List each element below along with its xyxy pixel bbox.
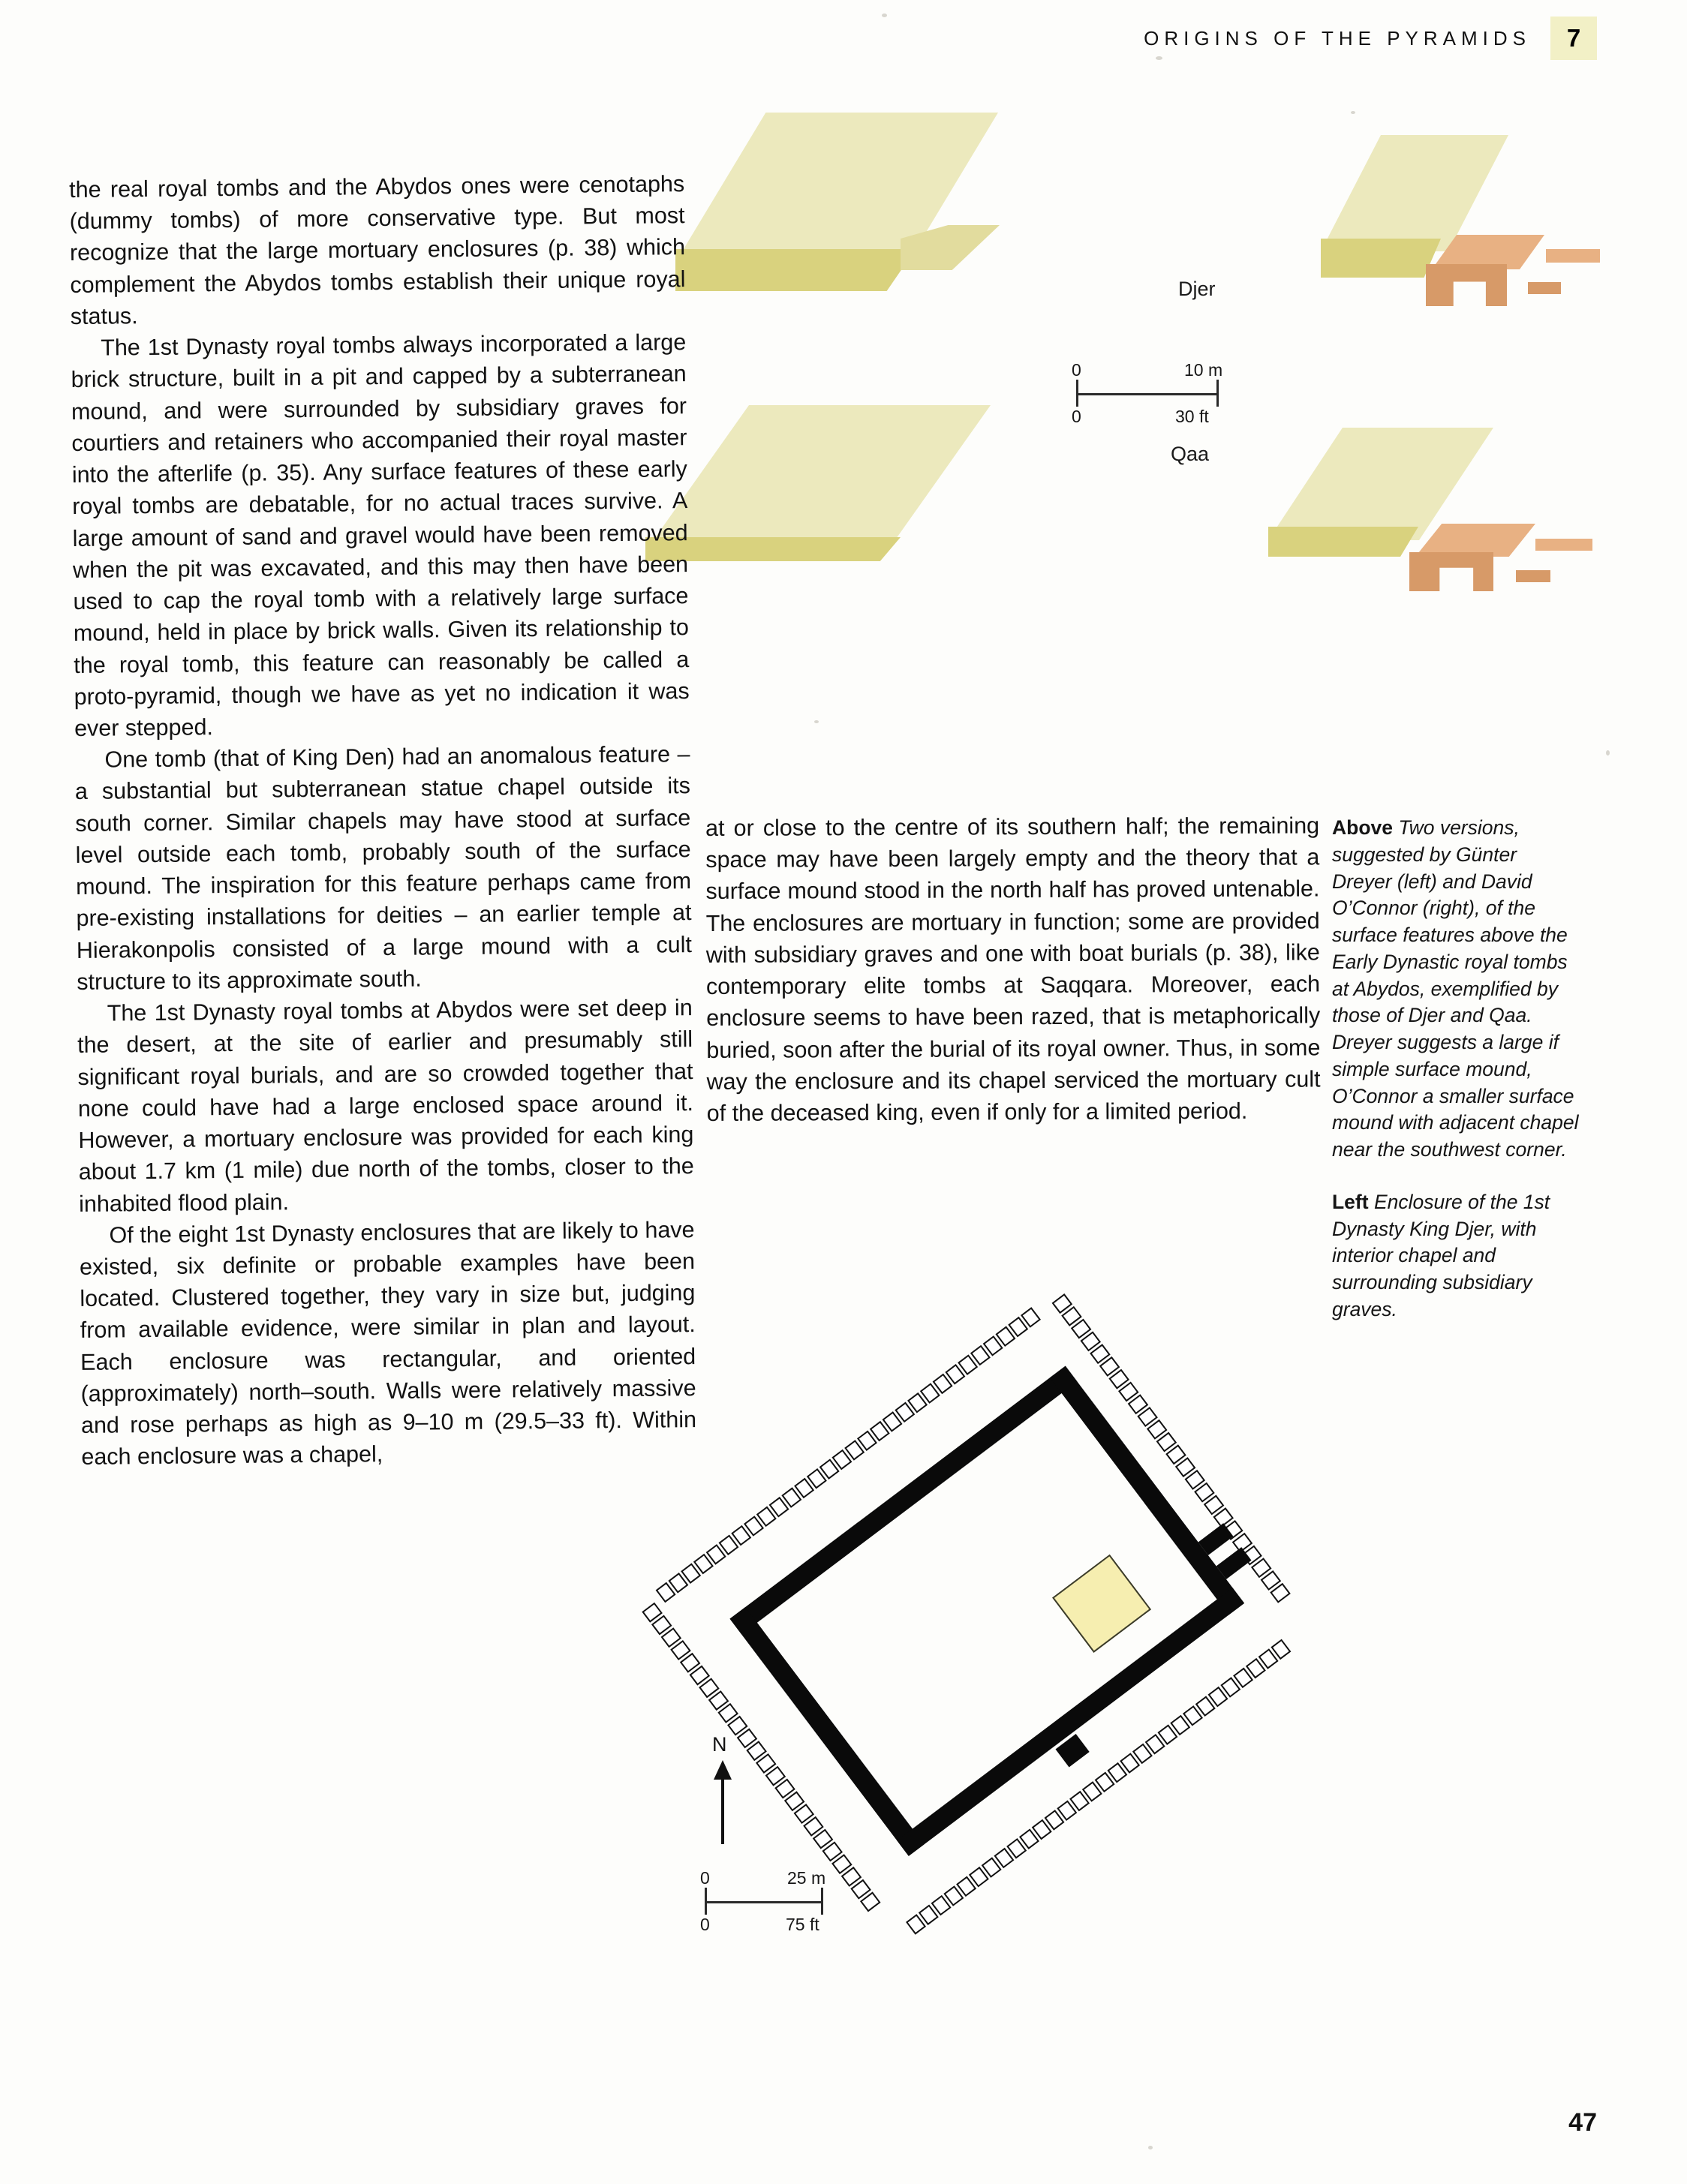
mound-front-face <box>1268 527 1418 557</box>
scan-speck <box>814 720 819 723</box>
chapel-front-wall <box>1426 264 1507 306</box>
tomb-reconstruction-artwork <box>698 128 1636 698</box>
caption-above <box>1332 815 1580 1164</box>
chapel-roof <box>1415 524 1535 557</box>
mound-front-face <box>675 249 916 291</box>
mound-top-face <box>1268 428 1493 540</box>
body-column-two <box>705 810 1321 1129</box>
scale-imperial-max: 30 ft <box>1175 407 1209 426</box>
scale-metric-max: 10 m <box>1184 360 1223 380</box>
plan-scale-tick-left <box>705 1888 707 1915</box>
qaa-dreyer-mound <box>645 405 1036 585</box>
paragraph: One tomb (that of King Den) had an anomalous feature – a substantial but subterranean statue chapel outside its south corner. Similar chapels may have stood at surface level outside each tomb, probably south of the surface mound. The inspiration for this feature perhaps came from pre-existing installations for deities – an earlier temple at Hierakonpolis consisted of a large mound with a cult structure to its approximate south. <box>74 741 693 995</box>
scan-speck <box>1148 2146 1153 2149</box>
north-arrow-label: N <box>712 1733 727 1756</box>
scale-rule <box>1076 393 1219 395</box>
mound-top-face <box>645 405 991 551</box>
scan-speck <box>1606 750 1610 756</box>
enclosure-plan-diagram <box>702 1350 1310 1973</box>
scan-speck <box>1351 111 1355 114</box>
plan-scale-bar <box>702 1868 897 1951</box>
paragraph: The 1st Dynasty royal tombs at Abydos were set deep in the desert, at the site of earlier and presumably still significant royal burials, and are so crowded together that none could have had a large enclosed space around it. However, a mortuary enclosure was provided for each king about 1.7 km (1 mile) due north of the tombs, closer to the inhabited flood plain. <box>77 995 694 1217</box>
subsidiary-grave-row-south <box>906 1633 1299 1936</box>
plan-scale-imperial-zero: 0 <box>700 1915 710 1934</box>
north-arrow <box>702 1733 754 1846</box>
scan-speck <box>1156 56 1162 60</box>
djer-oconnor-mound <box>1321 135 1621 308</box>
plan-scale-metric-zero: 0 <box>700 1868 710 1888</box>
north-arrow-shaft <box>721 1766 724 1844</box>
mound-top-face <box>1321 135 1508 251</box>
plan-scale-imperial-max: 75 ft <box>786 1915 819 1934</box>
paragraph: Of the eight 1st Dynasty enclosures that are likely to have existed, six definite or probable examples have been located. Clustered together, they vary in size but, judging from available evidence, were similar in plan and layout. Each enclosure was rectangular, and oriented (approximately) north–south. Walls were relatively massive and rose perhaps as high as 9–10 m (29.5–33 ft). Within each enclosure was a chapel, <box>79 1216 697 1471</box>
running-head-title: ORIGINS OF THE PYRAMIDS <box>1144 26 1531 50</box>
chapter-number-badge: 7 <box>1550 17 1597 60</box>
scale-tick-left <box>1076 380 1078 407</box>
scale-metric-zero: 0 <box>1072 360 1081 380</box>
plan-scale-metric-max: 25 m <box>787 1868 826 1888</box>
plan-rotated-group <box>585 1235 1445 2098</box>
caption-left <box>1332 1189 1580 1323</box>
interior-chapel <box>1052 1555 1151 1653</box>
caption-text-above: Two versions, suggested by Günter Dreyer (left) and David O’Connor (right), of the surface features above the Early Dynastic royal tombs at Abydos, exemplified by those of Djer and Qaa. Dreyer suggests a large if simple surface mound, O’Connor a smaller surface mound with adjacent chapel near the southwest corner. <box>1332 816 1579 1161</box>
chapel-front-wall <box>1409 552 1493 591</box>
body-column-one <box>69 168 697 1473</box>
djer-dreyer-mound <box>675 113 1066 308</box>
chapel-enclosure-stub <box>1528 282 1561 294</box>
subsidiary-grave-row-east <box>1052 1293 1301 1615</box>
chapel-side-wall <box>1546 249 1600 263</box>
running-head <box>1144 17 1597 60</box>
paragraph: the real royal tombs and the Abydos ones were cenotaphs (dummy tombs) of more conservative type. But most recognize that the large mortuary enclosures (p. 38) which complement the Abydos tombs establish their unique royal status. <box>69 171 686 329</box>
artwork-scale-bar <box>1073 360 1268 443</box>
scale-imperial-zero: 0 <box>1072 407 1081 426</box>
plan-scale-rule <box>705 1901 823 1903</box>
caption-sidebar <box>1332 815 1580 1349</box>
mound-front-face <box>1321 239 1441 278</box>
caption-lead-left: Left <box>1332 1190 1369 1213</box>
chapel-enclosure-stub <box>1516 570 1550 582</box>
caption-text-left: Enclosure of the 1st Dynasty King Djer, with interior chapel and surrounding subsidiary graves. <box>1332 1190 1550 1321</box>
page-number: 47 <box>1568 2108 1597 2137</box>
paragraph: at or close to the centre of its southern half; the remaining space may have been largely empty and the theory that a surface mound stood in the north half has proved untenable. The enclosures are mortuary in function; some are provided with subsidiary graves and one with boat burials (p. 38), like contemporary elite tombs at Saqqara. Moreover, each enclosure seems to have been razed, that is metaphorically buried, soon after the burial of its royal owner. Thus, in some way the enclosure and its chapel serviced the mortuary cult of the deceased king, even if only for a limited period. <box>705 813 1321 1127</box>
paragraph: The 1st Dynasty royal tombs always incorporated a large brick structure, built in a pit and capped by a subterranean mound, and were surrounded by subsidiary graves for courtiers and retainers who accompanied their royal master into the afterlife (p. 35). Any surface features of these early royal tombs are debatable, for no actual traces survive. A large amount of sand and gravel would have been removed when the pit was excavated, and this may then have been used to cap the royal tomb with a relatively large surface mound, held in place by brick walls. Given its relationship to the royal tomb, this feature can reasonably be called a proto-pyramid, though we have as yet no indication it was ever stepped. <box>71 329 690 741</box>
label-djer: Djer <box>1178 278 1216 300</box>
scan-speck <box>882 14 887 17</box>
enclosure-wall-west <box>730 1607 925 1856</box>
chapel-side-wall <box>1535 539 1592 551</box>
plan-scale-tick-right <box>821 1888 823 1915</box>
caption-lead-above: Above <box>1332 816 1393 839</box>
subsidiary-grave-row-north <box>656 1301 1049 1603</box>
label-qaa: Qaa <box>1171 443 1210 465</box>
scale-tick-right <box>1216 380 1219 407</box>
qaa-oconnor-mound <box>1268 428 1628 608</box>
